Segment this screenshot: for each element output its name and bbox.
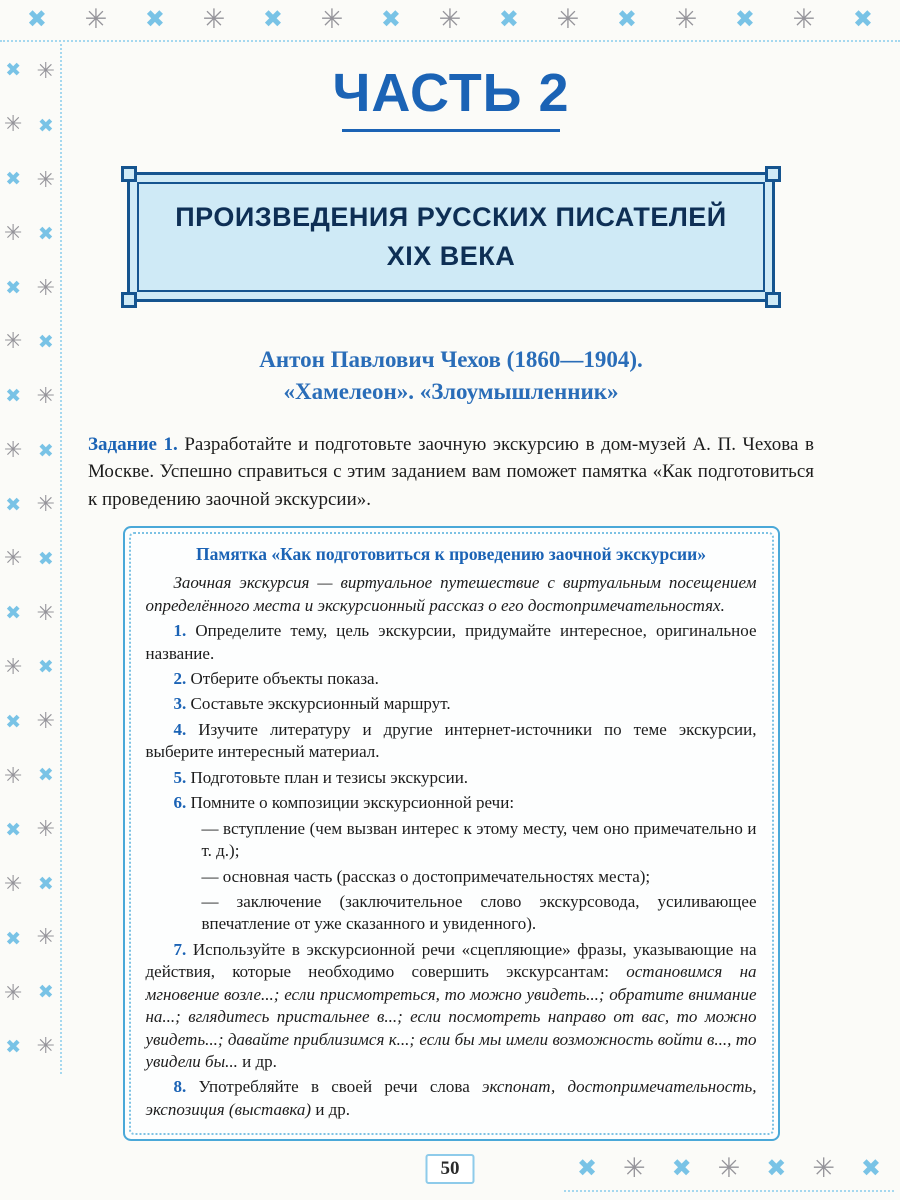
memo-item bbox=[146, 792, 757, 814]
stitch-cross-motif: ✖ bbox=[766, 1154, 787, 1182]
stitch-cross-motif: ✖ bbox=[5, 602, 22, 625]
memo-item bbox=[146, 1076, 757, 1121]
section-title-line1: ПРОИЗВЕДЕНИЯ РУССКИХ ПИСАТЕЛЕЙ bbox=[175, 202, 727, 232]
crossstitch-border-left bbox=[4, 44, 62, 1074]
chapter-heading-line2: «Хамелеон». «Злоумышленник» bbox=[283, 379, 619, 405]
task-text: Разработайте и подготовьте заочную экскурсию в дом-музей А. П. Чехова в Москве. Успешно справиться с этим заданием вам поможет памятка «Как подготовиться к проведению заочной экскурсии». bbox=[88, 433, 814, 510]
stitch-snowflake-motif: ✳ bbox=[36, 600, 55, 626]
page-content bbox=[88, 0, 814, 1141]
frame-corner-ornament bbox=[121, 292, 137, 308]
stitch-cross-motif: ✖ bbox=[671, 1154, 692, 1182]
memo-subitem: — основная часть (рассказ о достопримечательностях места); bbox=[201, 866, 651, 886]
stitch-snowflake-motif: ✳ bbox=[717, 1152, 741, 1184]
memo-item-number: 5. bbox=[173, 767, 191, 787]
stitch-snowflake-motif: ✳ bbox=[36, 59, 55, 85]
memo-title: Памятка «Как подготовиться к проведению заочной экскурсии» bbox=[196, 544, 706, 565]
memo-item-segment: экспонат, достопримечательность, экспозиция (выставка) bbox=[145, 1077, 757, 1119]
page-number-value: 50 bbox=[440, 1158, 460, 1179]
stitch-snowflake-motif: ✳ bbox=[4, 763, 23, 789]
memo-item-number: 1. bbox=[173, 621, 196, 641]
stitch-cross-motif: ✖ bbox=[852, 5, 874, 33]
stitch-cross-motif: ✖ bbox=[37, 223, 54, 246]
chapter-heading-line1: Антон Павлович Чехов (1860—1904). bbox=[259, 347, 643, 373]
stitch-cross-motif: ✖ bbox=[616, 5, 637, 33]
stitch-cross-motif: ✖ bbox=[37, 764, 54, 787]
stitch-snowflake-motif: ✳ bbox=[36, 1033, 55, 1059]
stitch-cross-motif: ✖ bbox=[5, 710, 22, 733]
stitch-cross-motif: ✖ bbox=[37, 331, 54, 354]
stitch-snowflake-motif: ✳ bbox=[36, 708, 55, 734]
stitch-snowflake-motif: ✳ bbox=[4, 329, 23, 355]
memo-subitem: — заключение (заключительное слово экскурсовода, усиливающее впечатление от уже сказанного и увиденного). bbox=[201, 891, 757, 934]
stitch-snowflake-motif: ✳ bbox=[674, 3, 698, 35]
crossstitch-column bbox=[4, 44, 22, 1074]
stitch-cross-motif: ✖ bbox=[5, 276, 22, 299]
memo-item-number: 8. bbox=[173, 1077, 199, 1097]
stitch-snowflake-motif: ✳ bbox=[202, 3, 226, 35]
stitch-snowflake-motif: ✳ bbox=[4, 437, 23, 463]
stitch-cross-motif: ✖ bbox=[860, 1154, 881, 1182]
memo-item-number: 7. bbox=[173, 939, 193, 959]
memo-definition: Заочная экскурсия — виртуальное путешествие с виртуальным посещением определённого места и экскурсионный рассказ о его достопримечательностях. bbox=[145, 573, 757, 615]
stitch-snowflake-motif: ✳ bbox=[556, 3, 580, 35]
stitch-cross-motif: ✖ bbox=[5, 59, 22, 82]
stitch-snowflake-motif: ✳ bbox=[4, 654, 23, 680]
stitch-snowflake-motif: ✳ bbox=[36, 817, 55, 843]
stitch-cross-motif: ✖ bbox=[734, 5, 756, 33]
stitch-cross-motif: ✖ bbox=[26, 5, 47, 33]
memo-item bbox=[146, 719, 757, 764]
memo-item bbox=[146, 668, 757, 690]
stitch-snowflake-motif: ✳ bbox=[36, 167, 55, 193]
stitch-snowflake-motif: ✳ bbox=[792, 3, 816, 35]
stitch-snowflake-motif: ✳ bbox=[4, 112, 23, 138]
part-title-underline bbox=[342, 129, 560, 132]
memo-item bbox=[146, 620, 757, 665]
stitch-cross-motif: ✖ bbox=[576, 1154, 598, 1182]
memo-item-segment: Подготовьте план и тезисы экскурсии. bbox=[190, 767, 469, 787]
stitch-snowflake-motif: ✳ bbox=[320, 3, 344, 35]
memo-item-segment: и др. bbox=[311, 1099, 351, 1119]
stitch-cross-motif: ✖ bbox=[5, 493, 22, 516]
stitch-snowflake-motif: ✳ bbox=[438, 3, 462, 35]
memo-item-segment: Составьте экскурсионный маршрут. bbox=[190, 694, 451, 714]
task-label: Задание 1. bbox=[88, 433, 178, 455]
crossstitch-column bbox=[37, 44, 55, 1074]
stitch-cross-motif: ✖ bbox=[37, 980, 54, 1003]
memo-item-segment: Используйте в экскурсионной речи «сцепляющие» фразы, указывающие на действия, которые необходимо совершить экскурсантам: bbox=[145, 939, 757, 982]
stitch-snowflake-motif: ✳ bbox=[4, 220, 23, 246]
page-number bbox=[426, 1154, 475, 1184]
memo-item-segment: Определите тему, цель экскурсии, придумайте интересное, оригинальное название. bbox=[145, 621, 757, 663]
section-title-line2: XIX ВЕКА bbox=[386, 241, 516, 272]
stitch-cross-motif: ✖ bbox=[380, 5, 401, 33]
memo-box bbox=[123, 526, 780, 1141]
stitch-snowflake-motif: ✳ bbox=[623, 1152, 646, 1184]
memo-item-number: 2. bbox=[173, 669, 191, 689]
memo-subitem: — вступление (чем вызван интерес к этому месту, чем оно примечательно и т. д.); bbox=[201, 818, 757, 861]
stitch-snowflake-motif: ✳ bbox=[812, 1152, 835, 1184]
stitch-cross-motif: ✖ bbox=[5, 1036, 22, 1059]
memo-box-inner bbox=[129, 532, 774, 1135]
memo-list bbox=[146, 620, 757, 1121]
chapter-heading bbox=[88, 344, 814, 408]
stitch-cross-motif: ✖ bbox=[5, 927, 22, 950]
stitch-cross-motif: ✖ bbox=[37, 114, 54, 137]
memo-item-segment: остановимся на мгновение возле...; если присмотреться, то можно увидеть...; обратите внимание на...; вглядитесь пристальнее в...; если посмотреть направо от вас, то можно увидеть...; давайте приблизимся к...; если бы мы имели возможность войти в..., то увидели бы... bbox=[145, 962, 757, 1072]
task-paragraph bbox=[88, 431, 814, 514]
stitch-cross-motif: ✖ bbox=[5, 385, 22, 408]
stitch-snowflake-motif: ✳ bbox=[84, 3, 108, 35]
memo-item-number: 3. bbox=[173, 694, 191, 714]
stitch-cross-motif: ✖ bbox=[5, 167, 22, 190]
frame-corner-ornament bbox=[765, 292, 781, 308]
stitch-snowflake-motif: ✳ bbox=[36, 275, 55, 301]
stitch-snowflake-motif: ✳ bbox=[36, 384, 55, 410]
memo-item-segment: Помните о композиции экскурсионной речи: bbox=[190, 793, 515, 813]
stitch-cross-motif: ✖ bbox=[498, 5, 519, 33]
memo-item-segment: Отберите объекты показа. bbox=[190, 669, 379, 689]
section-title-inner bbox=[137, 182, 765, 292]
memo-item-segment: Изучите литературу и другие интернет-источники по теме экскурсии, выберите интересный материал. bbox=[145, 719, 757, 762]
stitch-cross-motif: ✖ bbox=[37, 547, 54, 570]
stitch-cross-motif: ✖ bbox=[37, 872, 54, 895]
memo-item-number: 4. bbox=[173, 719, 199, 739]
memo-item bbox=[146, 939, 757, 1074]
stitch-cross-motif: ✖ bbox=[262, 5, 283, 33]
stitch-snowflake-motif: ✳ bbox=[4, 980, 23, 1006]
memo-item bbox=[146, 767, 757, 789]
stitch-snowflake-motif: ✳ bbox=[36, 492, 55, 518]
crossstitch-border-bottom-right bbox=[564, 1150, 894, 1192]
stitch-snowflake-motif: ✳ bbox=[4, 872, 23, 898]
stitch-cross-motif: ✖ bbox=[144, 5, 165, 33]
stitch-snowflake-motif: ✳ bbox=[4, 546, 23, 572]
section-title-box bbox=[127, 172, 775, 302]
memo-item-number: 6. bbox=[173, 793, 191, 813]
stitch-snowflake-motif: ✳ bbox=[36, 925, 55, 951]
memo-item bbox=[146, 693, 757, 715]
stitch-cross-motif: ✖ bbox=[37, 439, 54, 462]
stitch-cross-motif: ✖ bbox=[5, 819, 22, 842]
memo-item-segment: Употребляйте в своей речи слова bbox=[198, 1077, 483, 1097]
stitch-cross-motif: ✖ bbox=[37, 656, 54, 679]
frame-corner-ornament bbox=[121, 166, 137, 182]
memo-item-segment: и др. bbox=[237, 1052, 277, 1072]
part-title: ЧАСТЬ 2 bbox=[332, 63, 570, 123]
frame-corner-ornament bbox=[765, 166, 781, 182]
